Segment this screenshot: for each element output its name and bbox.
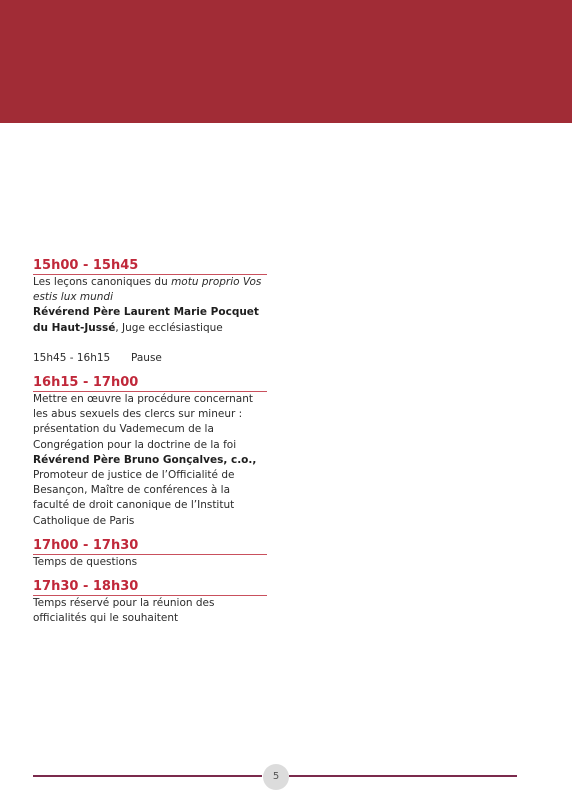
schedule-slot	[33, 258, 267, 336]
page-number: 5	[263, 764, 289, 790]
schedule-slot	[33, 579, 267, 626]
slot-time: 17h00 - 17h30	[33, 538, 267, 555]
spacer	[33, 570, 267, 579]
pause-row	[33, 351, 267, 366]
slot-description: Temps de questions	[33, 555, 138, 568]
header-band	[0, 0, 572, 123]
speaker-name: Révérend Père Bruno Gonçalves, c.o.,	[33, 453, 257, 466]
spacer	[33, 366, 267, 375]
slot-time: 16h15 - 17h00	[33, 375, 267, 392]
schedule-slot	[33, 375, 267, 529]
spacer	[33, 336, 267, 351]
slot-description	[33, 275, 267, 305]
slot-description: Mettre en œuvre la procédure concernant les abus sexuels des clercs sur mineur : présentation du Vademecum de la Congrégation pour la doctrine de la foi	[33, 393, 253, 451]
speaker-role: Promoteur de justice de l’Officialité de Besançon, Maître de conférences à la faculté de droit canonique de l’Institut Catholique de Paris	[33, 469, 235, 527]
spacer	[33, 529, 267, 538]
footer-rule-right	[289, 775, 517, 777]
pause-time: 15h45 - 16h15	[33, 351, 111, 364]
speaker-role: , Juge ecclésiastique	[115, 321, 223, 334]
slot-speaker	[33, 305, 267, 335]
speaker-name: Révérend Père Laurent Marie Pocquet du Haut-Jussé	[33, 306, 259, 334]
pause-label: Pause	[131, 351, 162, 364]
description-text: Les leçons canoniques du	[33, 276, 172, 288]
footer-rule-left	[33, 775, 262, 777]
schedule	[33, 258, 267, 626]
document-title: motu proprio Vos estis lux mundi	[33, 276, 262, 304]
slot-description: Temps réservé pour la réunion des officialités qui le souhaitent	[33, 597, 215, 625]
slot-time: 15h00 - 15h45	[33, 258, 267, 275]
slot-time: 17h30 - 18h30	[33, 579, 267, 596]
schedule-slot	[33, 538, 267, 570]
